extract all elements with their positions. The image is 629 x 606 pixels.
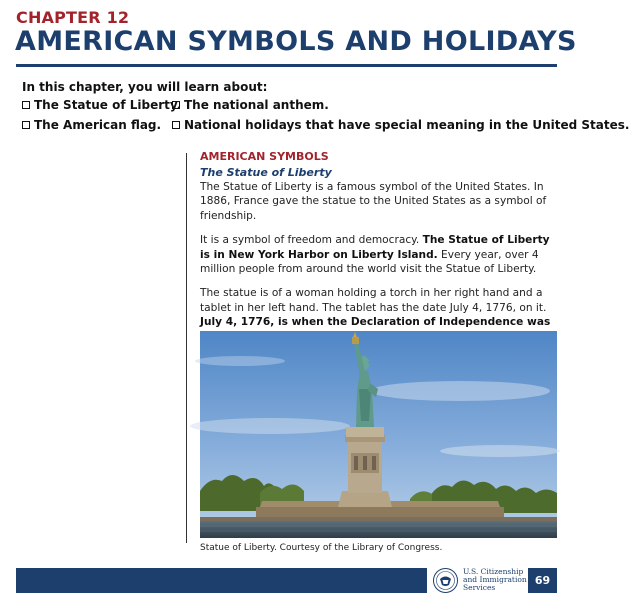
statue-of-liberty-photo (200, 331, 557, 538)
agency-line: and Immigration (463, 575, 527, 584)
paragraph-emphasis: The Statue of Liberty is in New York Harbor on Liberty Island. (200, 234, 550, 261)
objective-item (22, 118, 161, 132)
section-heading: AMERICAN SYMBOLS (200, 150, 329, 163)
objective-item (172, 98, 329, 112)
column-divider (186, 153, 187, 543)
checkbox-icon (172, 101, 180, 109)
objective-item (172, 118, 629, 132)
paragraph-text: The statue is of a woman holding a torch in her right hand and a tablet in her left hand. The tablet has the date July 4, 1776, on it. (200, 287, 547, 314)
agency-line: U.S. Citizenship (463, 567, 524, 576)
objective-text: The Statue of Liberty. (34, 98, 182, 112)
title-divider (16, 64, 557, 67)
objective-text: National holidays that have special meaning in the United States. (184, 118, 629, 132)
footer-bar (16, 568, 427, 593)
page-title: AMERICAN SYMBOLS AND HOLIDAYS (15, 26, 577, 57)
paragraph-text: It is a symbol of freedom and democracy. (200, 234, 423, 247)
checkbox-icon (22, 121, 30, 129)
objective-text: The national anthem. (184, 98, 329, 112)
agency-name (463, 568, 527, 592)
paragraph-emphasis: July 4, 1776, is when the Declaration of Independence was (200, 316, 551, 329)
intro-lead: In this chapter, you will learn about: (22, 80, 268, 94)
objective-text: The American flag. (34, 118, 162, 132)
page-number: 69 (528, 568, 557, 593)
photo-caption: Statue of Liberty. Courtesy of the Library of Congress. (200, 543, 443, 553)
chapter-label: CHAPTER 12 (16, 8, 130, 27)
objective-item (22, 98, 181, 112)
section-subheading: The Statue of Liberty (200, 166, 332, 179)
paragraph (200, 233, 557, 276)
checkbox-icon (22, 101, 30, 109)
main-content (200, 150, 557, 354)
paragraph-text: Every year, over 4 million people from around the world visit the Statue of Liberty. (200, 248, 539, 276)
paragraph: The Statue of Liberty is a famous symbol of the United States. In 1886, France gave the statue to the United States as a symbol of friendship. (200, 181, 547, 222)
dhs-seal-icon (433, 568, 458, 593)
checkbox-icon (172, 121, 180, 129)
agency-line: Services (463, 583, 496, 592)
